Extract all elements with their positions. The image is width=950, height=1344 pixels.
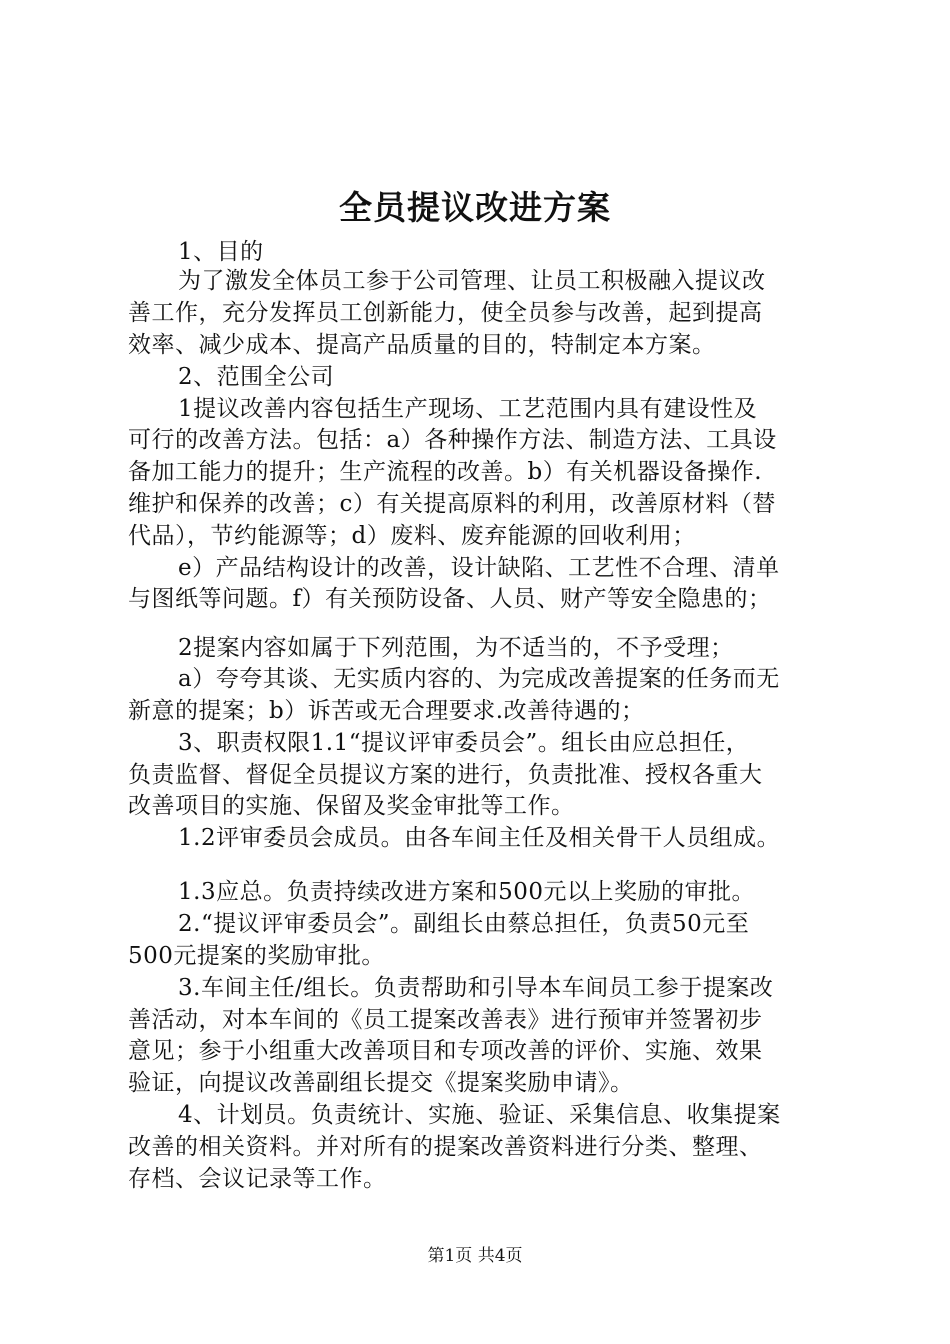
body-line: 3.车间主任/组长。负责帮助和引导本车间员工参于提案改 [178,975,774,1001]
body-line: 500元提案的奖励审批。 [128,943,385,969]
body-line: 验证，向提议改善副组长提交《提案奖励申请》。 [128,1070,634,1096]
body-line: 效率、减少成本、提高产品质量的目的，特制定本方案。 [128,332,716,358]
body-line: 为了激发全体员工参于公司管理、让员工积极融入提议改 [178,268,766,294]
body-line: 4、计划员。负责统计、实施、验证、采集信息、收集提案 [178,1102,781,1128]
body-line: a）夸夸其谈、无实质内容的、为完成改善提案的任务而无 [178,666,780,692]
body-line: 可行的改善方法。包括：a）各种操作方法、制造方法、工具设 [128,427,777,453]
body-line: 1.3应总。负责持续改进方案和500元以上奖励的审批。 [178,879,755,905]
body-line: 意见；参于小组重大改善项目和专项改善的评价、实施、效果 [128,1038,763,1064]
body-line: e）产品结构设计的改善，设计缺陷、工艺性不合理、清单 [178,555,780,581]
body-line: 存档、会议记录等工作。 [128,1166,387,1192]
document-title: 全员提议改进方案 [339,188,611,227]
body-line: 备加工能力的提升；生产流程的改善。b）有关机器设备操作. [128,459,763,485]
body-line: 1.2评审委员会成员。由各车间主任及相关骨干人员组成。 [178,825,781,851]
body-line: 3、职责权限1.1“提议评审委员会”。组长由应总担任， [178,730,750,756]
body-line: 1、目的 [178,239,264,265]
body-line: 负责监督、督促全员提议方案的进行，负责批准、授权各重大 [128,762,763,788]
body-line: 善工作，充分发挥员工创新能力，使全员参与改善，起到提高 [128,300,763,326]
body-line: 改善的相关资料。并对所有的提案改善资料进行分类、整理、 [128,1134,763,1160]
body-line: 2、范围全公司 [178,364,335,390]
body-line: 1提议改善内容包括生产现场、工艺范围内具有建设性及 [178,396,758,422]
body-line: 改善项目的实施、保留及奖金审批等工作。 [128,793,575,819]
body-line: 2提案内容如属于下列范围，为不适当的，不予受理； [178,635,734,661]
body-line: 新意的提案；b）诉苦或无合理要求.改善待遇的； [128,698,645,724]
body-line: 善活动，对本车间的《员工提案改善表》进行预审并签署初步 [128,1007,763,1033]
body-line: 2.“提议评审委员会”。副组长由蔡总担任，负责50元至 [178,911,750,937]
body-line: 与图纸等问题。f）有关预防设备、人员、财产等安全隐患的； [128,586,772,612]
body-line: 代品），节约能源等；d）废料、废弃能源的回收利用； [128,523,696,549]
page-footer: 第1页 共4页 [427,1246,523,1266]
body-line: 维护和保养的改善；c）有关提高原料的利用，改善原材料（替 [128,491,776,517]
